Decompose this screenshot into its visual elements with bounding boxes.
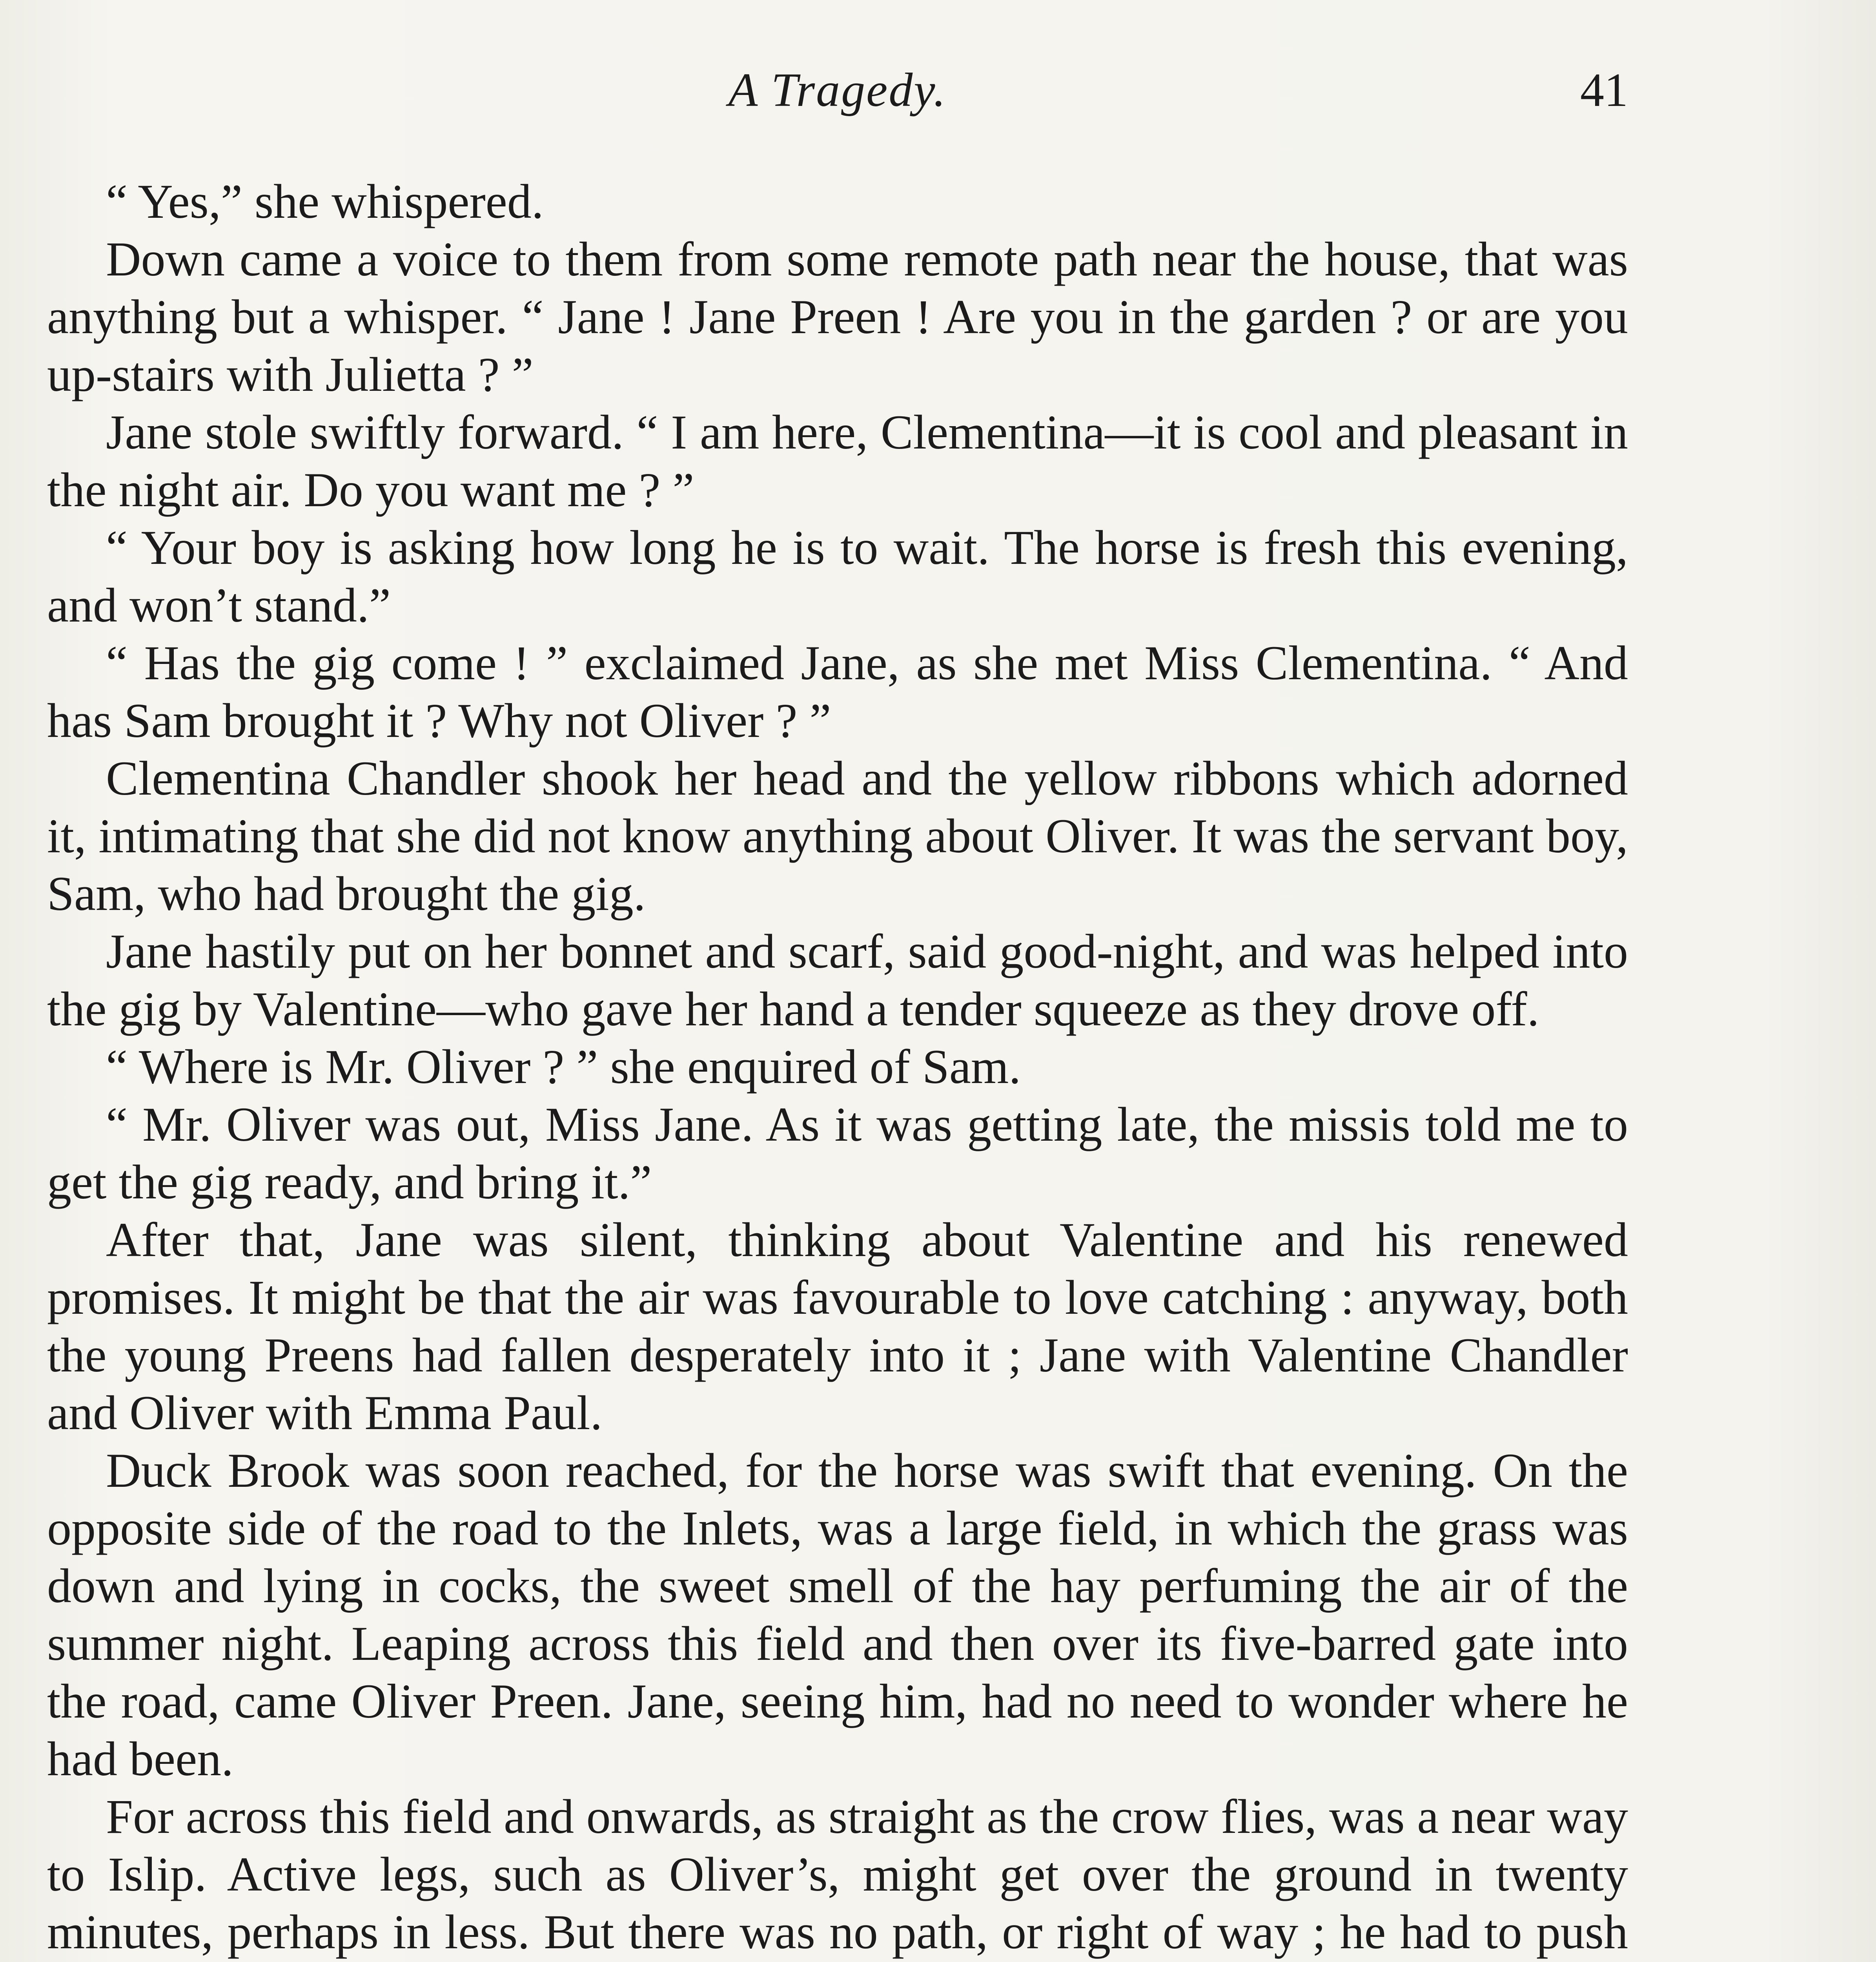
text-body [47,173,1628,1962]
running-head [47,63,1628,141]
paragraph: Jane hastily put on her bonnet and scarf, said good-night, and was helped into the gig by Valentine—who gave her hand a tender squeeze as they drove off. [47,924,1628,1036]
paragraph: “ Mr. Oliver was out, Miss Jane. As it was getting late, the missis told me to get the gig ready, and bring it.” [47,1098,1628,1209]
paragraph: Down came a voice to them from some remote path near the house, that was anything but a whisper. “ Jane ! Jane Preen ! Are you in the garden ? or are you up-stairs with Julietta ? ” [47,232,1628,401]
paragraph: “ Yes,” she whispered. [106,175,544,228]
paragraph: Clementina Chandler shook her head and the yellow ribbons which adorned it, intimating that she did not know anything about Oliver. It was the servant boy, Sam, who had brought the gig. [47,751,1628,921]
paragraph: Jane stole swiftly forward. “ I am here, Clementina—it is cool and pleasant in the night air. Do you want me ? ” [47,405,1628,517]
page-number: 41 [1580,64,1628,117]
paragraph: Duck Brook was soon reached, for the horse was swift that evening. On the opposite side of the road to the Inlets, was a large field, in which the grass was down and lying in cocks, the sweet smell of the hay perfuming the air of the summer night. Leaping across this field and then over its five-barred gate into the road, came Oliver Preen. Jane, seeing him, had no need to wonder where he had been. [47,1444,1628,1786]
paragraph: “ Has the gig come ! ” exclaimed Jane, as she met Miss Clementina. “ And has Sam brought it ? Why not Oliver ? ” [47,636,1628,748]
paragraph: “ Where is Mr. Oliver ? ” she enquired of Sam. [106,1040,1021,1094]
paragraph: After that, Jane was silent, thinking about Valentine and his renewed promises. It might be that the air was favourable to love catching : anyway, both the young Preens had fallen desperately into it ; Jane with Valentine Chandler and Oliver with Emma Paul. [47,1213,1628,1440]
running-title: A Tragedy. [728,64,947,117]
paragraph: “ Your boy is asking how long he is to wait. The horse is fresh this evening, and won’t stand.” [47,521,1628,632]
paragraph: For across this field and onwards, as straight as the crow flies, was a near way to Islip. Active legs, such as Oliver’s, might get over the ground in twenty minutes, perhaps in less. But there was no path, or right of way ; he had to push [47,1790,1628,1959]
